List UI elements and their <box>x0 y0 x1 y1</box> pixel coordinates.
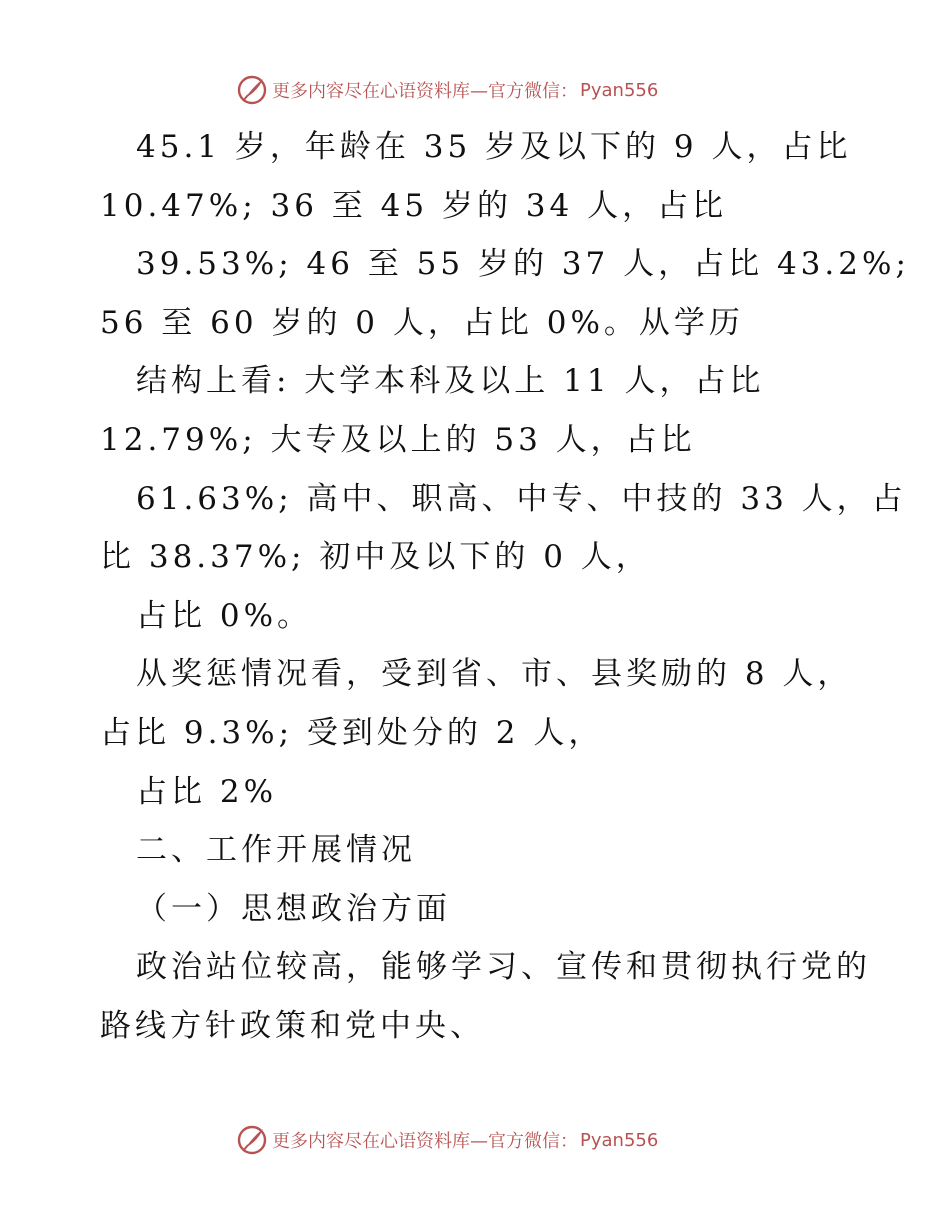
watermark-text: 更多内容尽在心语资料库—官方微信： <box>272 1131 578 1152</box>
text-line: 结构上看: 大学本科及以上 11 人，占比 <box>136 363 765 400</box>
text-line: 占比 9.3%; 受到处分的 2 人， <box>100 714 604 751</box>
text-line: 政治站位较高，能够学习、宣传和贯彻执行党的 <box>136 949 871 986</box>
text-line: 比 38.37%; 初中及以下的 0 人， <box>100 539 651 576</box>
text-line: 45.1 岁，年龄在 35 岁及以下的 9 人，占比 <box>136 129 852 165</box>
text-line: 61.63%; 高中、职高、中专、中技的 33 人，占 <box>136 480 907 517</box>
text-line: 56 至 60 岁的 0 人，占比 0%。从学历 <box>100 304 744 341</box>
text-line: 12.79%; 大专及以上的 53 人，占比 <box>100 421 696 458</box>
text-line: 10.47%; 36 至 45 岁的 34 人，占比 <box>100 187 728 224</box>
watermark-wechat-id: Pyan556 <box>580 1129 659 1151</box>
feather-logo-icon <box>236 74 268 106</box>
watermark-wechat-id: Pyan556 <box>580 79 659 101</box>
watermark-text: 更多内容尽在心语资料库—官方微信： <box>272 81 578 102</box>
document-body <box>100 124 910 1062</box>
section-heading: 二、工作开展情况 <box>136 832 416 869</box>
text-line: 占比 0%。 <box>136 597 313 634</box>
text-line: 路线方针政策和党中央、 <box>100 1007 485 1044</box>
subsection-heading: （一）思想政治方面 <box>136 890 451 927</box>
watermark-header <box>236 72 658 108</box>
watermark-footer <box>236 1122 658 1158</box>
feather-logo-icon <box>236 1124 268 1156</box>
text-line: 从奖惩情况看，受到省、市、县奖励的 8 人， <box>136 656 853 693</box>
text-line: 占比 2% <box>136 773 278 810</box>
text-line: 39.53%; 46 至 55 岁的 37 人，占比 43.2%; <box>136 246 910 283</box>
